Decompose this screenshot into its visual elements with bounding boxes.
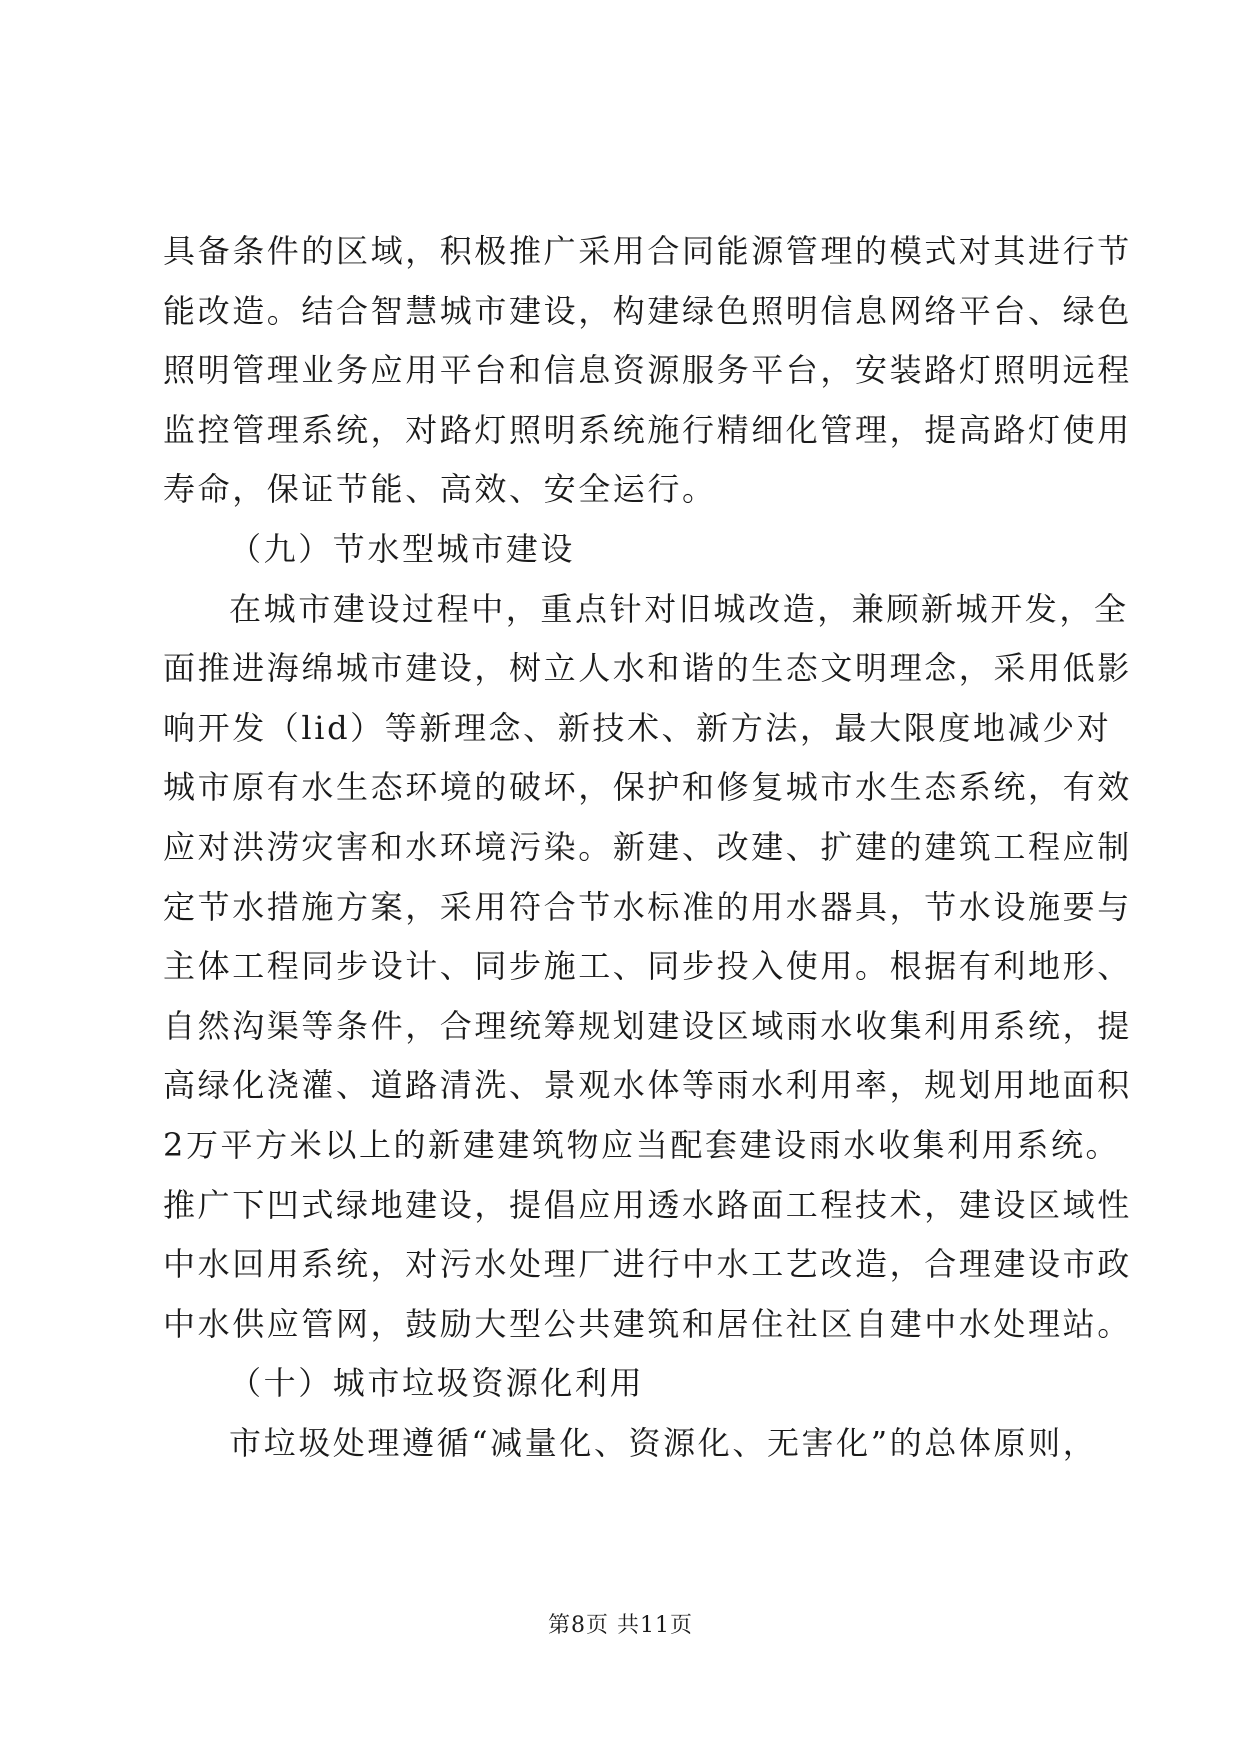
body-text (163, 222, 1132, 1473)
text-line: 主体工程同步设计、同步施工、同步投入使用。根据有利地形、 (163, 947, 1132, 986)
text-line: 监控管理系统，对路灯照明系统施行精细化管理，提高路灯使用 (163, 410, 1132, 449)
text-line: 中水回用系统，对污水处理厂进行中水工艺改造，合理建设市政 (163, 1245, 1132, 1284)
text-line: 高绿化浇灌、道路清洗、景观水体等雨水利用率，规划用地面积 (163, 1066, 1132, 1105)
text-line: 2万平方米以上的新建建筑物应当配套建设雨水收集利用系统。 (163, 1125, 1121, 1164)
text-line: 在城市建设过程中，重点针对旧城改造，兼顾新城开发，全 (229, 589, 1129, 628)
text-line: 寿命，保证节能、高效、安全运行。 (163, 470, 717, 509)
text-line: 市垃圾处理遵循“减量化、资源化、无害化”的总体原则， (229, 1423, 1098, 1462)
text-line: 应对洪涝灾害和水环境污染。新建、改建、扩建的建筑工程应制 (163, 827, 1132, 866)
text-line: 定节水措施方案，采用符合节水标准的用水器具，节水设施要与 (163, 887, 1132, 926)
page-footer: 第8页 共11页 (548, 1613, 693, 1638)
text-line: 推广下凹式绿地建设，提倡应用透水路面工程技术，建设区域性 (163, 1185, 1132, 1224)
text-line: 具备条件的区域，积极推广采用合同能源管理的模式对其进行节 (163, 232, 1132, 270)
text-line: 照明管理业务应用平台和信息资源服务平台，安装路灯照明远程 (163, 351, 1132, 390)
text-line: 城市原有水生态环境的破坏，保护和修复城市水生态系统，有效 (163, 768, 1132, 807)
text-line: 面推进海绵城市建设，树立人水和谐的生态文明理念，采用低影 (163, 649, 1132, 688)
text-line: （九）节水型城市建设 (229, 529, 576, 568)
text-line: （十）城市垃圾资源化利用 (229, 1364, 645, 1403)
text-line: 自然沟渠等条件，合理统筹规划建设区域雨水收集利用系统，提 (163, 1006, 1132, 1045)
text-line: 中水供应管网，鼓励大型公共建筑和居住社区自建中水处理站。 (163, 1304, 1132, 1343)
text-line: 响开发（lid）等新理念、新技术、新方法，最大限度地减少对 (163, 708, 1112, 747)
text-line: 能改造。结合智慧城市建设，构建绿色照明信息网络平台、绿色 (163, 291, 1132, 330)
